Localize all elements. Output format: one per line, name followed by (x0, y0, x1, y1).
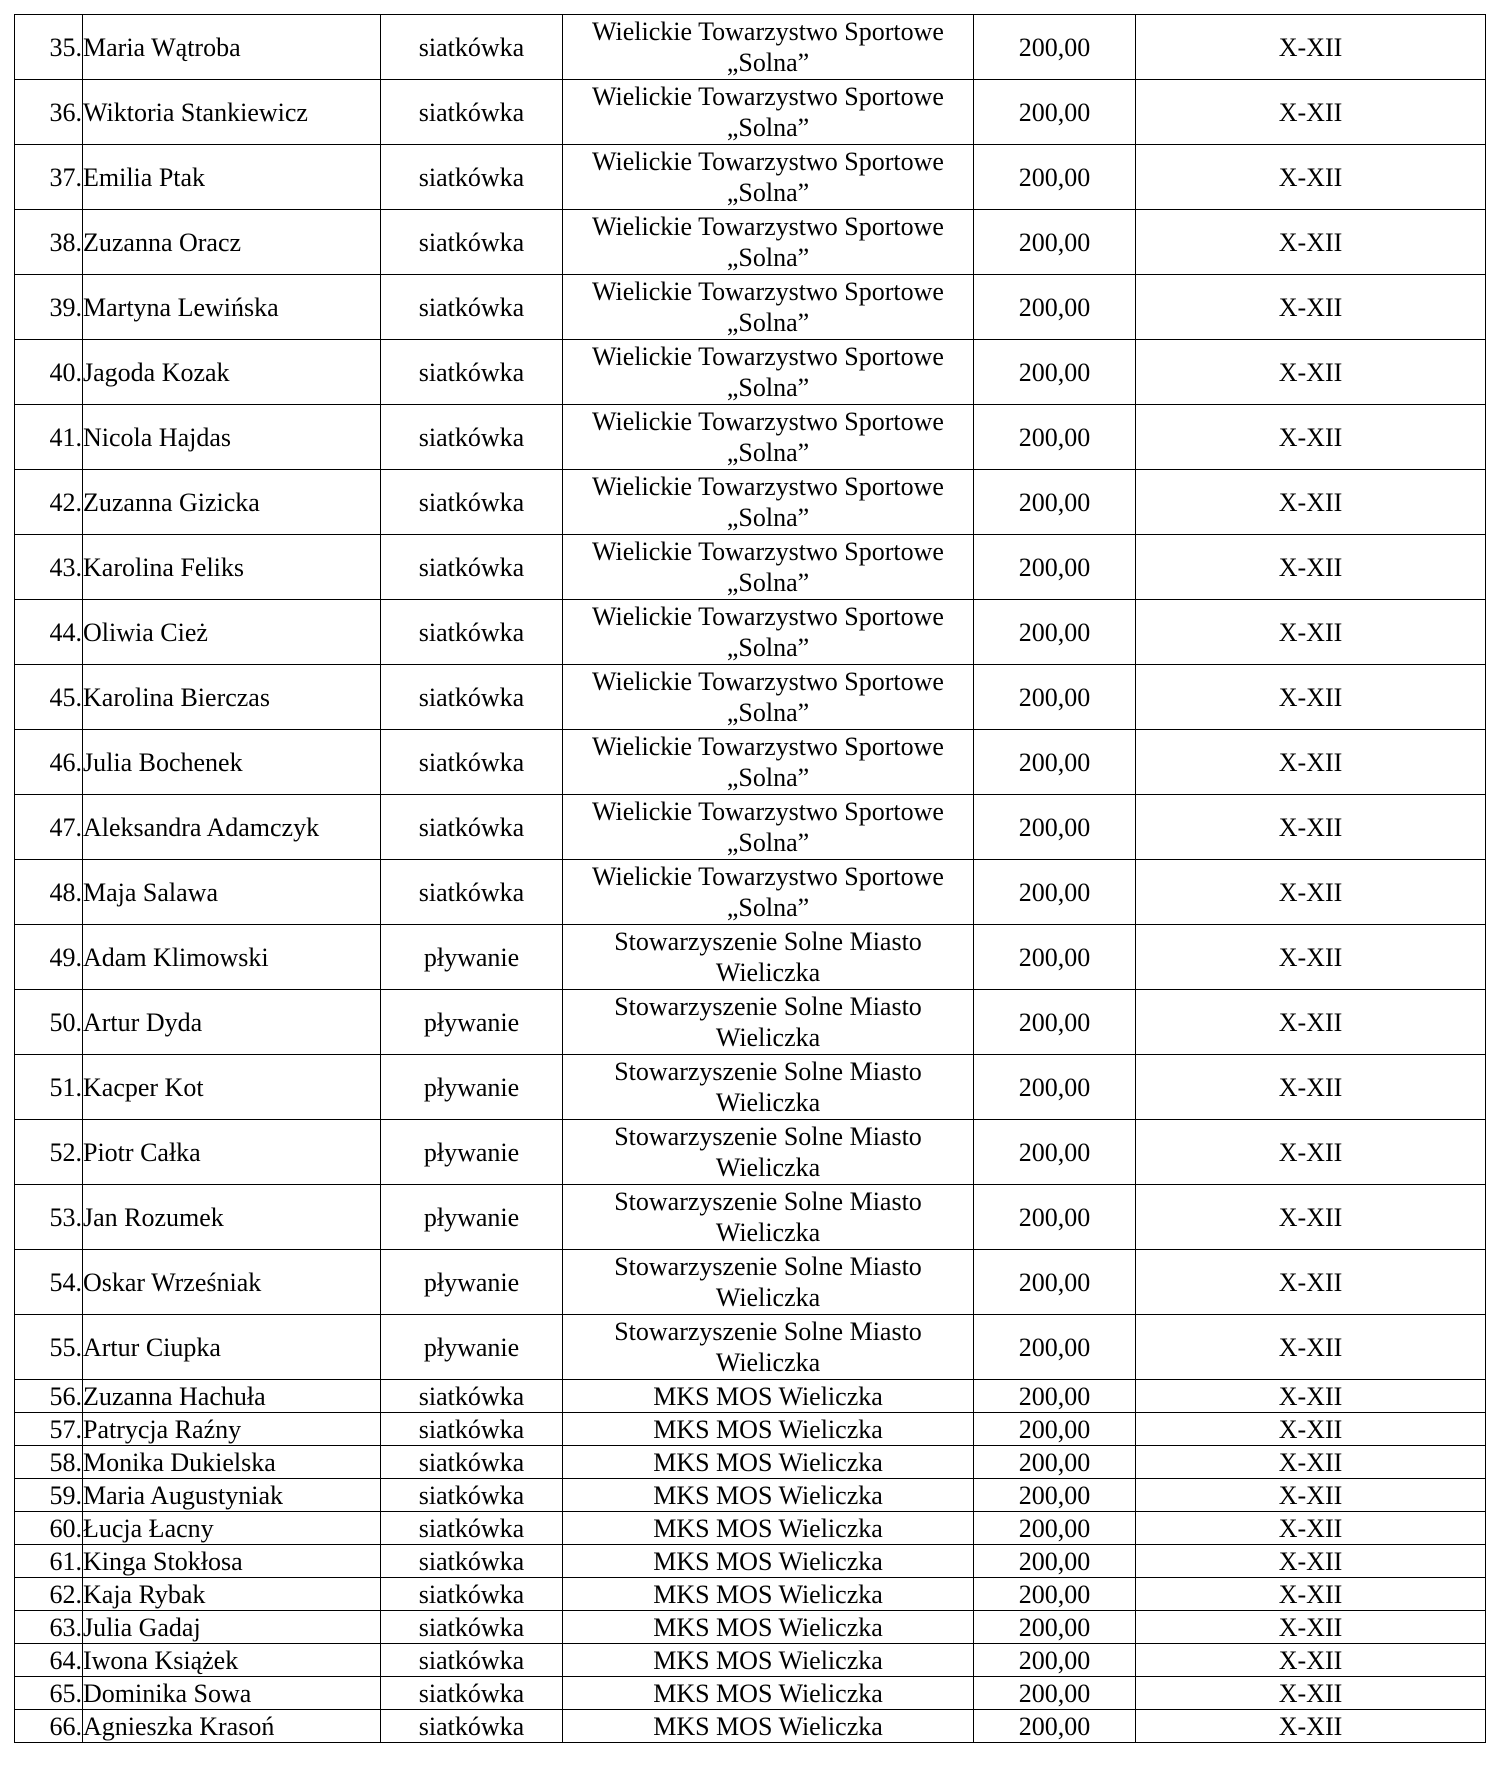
sports-club-line: MKS MOS Wieliczka (653, 1678, 883, 1708)
sport-discipline-cell: siatkówka (381, 1677, 563, 1710)
table-row (15, 990, 1486, 1055)
sports-club-cell (563, 860, 974, 925)
sport-discipline-cell: pływanie (381, 1250, 563, 1315)
sports-club-cell (563, 470, 974, 535)
sports-club-line: Stowarzyszenie Solne Miasto (614, 992, 922, 1021)
table-row (15, 1055, 1486, 1120)
sports-club-cell (563, 1545, 974, 1578)
sport-discipline-cell: siatkówka (381, 600, 563, 665)
sport-discipline-cell: pływanie (381, 1315, 563, 1380)
stipend-amount-cell: 200,00 (974, 1677, 1136, 1710)
sports-club-line: Stowarzyszenie Solne Miasto (614, 927, 922, 956)
sport-discipline-cell: pływanie (381, 1185, 563, 1250)
row-number-cell: 51. (15, 1055, 83, 1120)
sport-discipline-cell: siatkówka (381, 1512, 563, 1545)
sports-club-line: Stowarzyszenie Solne Miasto (614, 1057, 922, 1086)
sports-club-line: Wieliczka (715, 1153, 821, 1182)
stipend-period-cell: X-XII (1136, 1380, 1486, 1413)
sports-club-cell (563, 1512, 974, 1545)
stipend-period-cell: X-XII (1136, 860, 1486, 925)
sports-club-cell (563, 145, 974, 210)
sport-discipline-cell: siatkówka (381, 1446, 563, 1479)
sports-club-line: MKS MOS Wieliczka (653, 1513, 883, 1543)
stipend-period-cell: X-XII (1136, 1644, 1486, 1677)
sports-club-line: MKS MOS Wieliczka (653, 1381, 883, 1411)
sports-club-cell (563, 1413, 974, 1446)
sports-club-line: Stowarzyszenie Solne Miasto (614, 1187, 922, 1216)
table-row (15, 1315, 1486, 1380)
athlete-name-cell: Zuzanna Hachuła (83, 1380, 381, 1413)
stipend-amount-cell: 200,00 (974, 795, 1136, 860)
row-number-cell: 44. (15, 600, 83, 665)
row-number-cell: 64. (15, 1644, 83, 1677)
sports-club-line: MKS MOS Wieliczka (653, 1546, 883, 1576)
row-number-cell: 45. (15, 665, 83, 730)
sport-discipline-cell: siatkówka (381, 275, 563, 340)
table-row (15, 1479, 1486, 1512)
athlete-name-cell: Martyna Lewińska (83, 275, 381, 340)
sport-discipline-cell: siatkówka (381, 405, 563, 470)
sport-discipline-cell: siatkówka (381, 860, 563, 925)
sport-discipline-cell: siatkówka (381, 15, 563, 80)
sports-club-cell (563, 1644, 974, 1677)
stipend-amount-cell: 200,00 (974, 1380, 1136, 1413)
athlete-name-cell: Kinga Stokłosa (83, 1545, 381, 1578)
sports-club-line: Wielickie Towarzystwo Sportowe (592, 277, 944, 306)
sports-club-line: Stowarzyszenie Solne Miasto (614, 1317, 922, 1346)
sport-discipline-cell: siatkówka (381, 210, 563, 275)
sports-club-line: Wielickie Towarzystwo Sportowe (592, 212, 944, 241)
athlete-name-cell: Wiktoria Stankiewicz (83, 80, 381, 145)
sports-club-line: MKS MOS Wieliczka (653, 1645, 883, 1675)
sports-club-line: „Solna” (726, 113, 810, 142)
sport-discipline-cell: pływanie (381, 1055, 563, 1120)
row-number-cell: 38. (15, 210, 83, 275)
row-number-cell: 61. (15, 1545, 83, 1578)
athlete-name-cell: Łucja Łacny (83, 1512, 381, 1545)
table-row (15, 1446, 1486, 1479)
sports-club-line: Wieliczka (715, 1348, 821, 1377)
stipend-amount-cell: 200,00 (974, 1611, 1136, 1644)
sport-discipline-cell: siatkówka (381, 1644, 563, 1677)
row-number-cell: 43. (15, 535, 83, 600)
athlete-name-cell: Julia Bochenek (83, 730, 381, 795)
stipend-period-cell: X-XII (1136, 1315, 1486, 1380)
athlete-name-cell: Artur Ciupka (83, 1315, 381, 1380)
sports-club-line: MKS MOS Wieliczka (653, 1711, 883, 1741)
row-number-cell: 47. (15, 795, 83, 860)
row-number-cell: 54. (15, 1250, 83, 1315)
stipend-table (14, 14, 1486, 1743)
athlete-name-cell: Zuzanna Gizicka (83, 470, 381, 535)
sports-club-line: „Solna” (726, 373, 810, 402)
stipend-period-cell: X-XII (1136, 405, 1486, 470)
sport-discipline-cell: siatkówka (381, 1710, 563, 1743)
sports-club-line: MKS MOS Wieliczka (653, 1414, 883, 1444)
table-row (15, 1677, 1486, 1710)
stipend-period-cell: X-XII (1136, 730, 1486, 795)
stipend-amount-cell: 200,00 (974, 665, 1136, 730)
sports-club-line: Stowarzyszenie Solne Miasto (614, 1252, 922, 1281)
table-row (15, 1250, 1486, 1315)
sport-discipline-cell: siatkówka (381, 1413, 563, 1446)
sports-club-cell (563, 1250, 974, 1315)
row-number-cell: 39. (15, 275, 83, 340)
sport-discipline-cell: siatkówka (381, 795, 563, 860)
stipend-amount-cell: 200,00 (974, 860, 1136, 925)
sports-club-line: „Solna” (726, 763, 810, 792)
stipend-amount-cell: 200,00 (974, 340, 1136, 405)
sports-club-line: Wielickie Towarzystwo Sportowe (592, 537, 944, 566)
sports-club-cell (563, 15, 974, 80)
sports-club-line: Wielickie Towarzystwo Sportowe (592, 82, 944, 111)
sport-discipline-cell: siatkówka (381, 145, 563, 210)
sport-discipline-cell: siatkówka (381, 730, 563, 795)
table-row (15, 15, 1486, 80)
stipend-amount-cell: 200,00 (974, 1512, 1136, 1545)
sports-club-line: Wielickie Towarzystwo Sportowe (592, 862, 944, 891)
stipend-period-cell: X-XII (1136, 1611, 1486, 1644)
sports-club-cell (563, 1120, 974, 1185)
sports-club-cell (563, 210, 974, 275)
athlete-name-cell: Jan Rozumek (83, 1185, 381, 1250)
athlete-name-cell: Piotr Całka (83, 1120, 381, 1185)
sports-club-line: Wieliczka (715, 958, 821, 987)
sport-discipline-cell: siatkówka (381, 1611, 563, 1644)
sports-club-cell (563, 1479, 974, 1512)
stipend-period-cell: X-XII (1136, 1446, 1486, 1479)
table-row (15, 340, 1486, 405)
stipend-amount-cell: 200,00 (974, 535, 1136, 600)
sports-club-line: „Solna” (726, 243, 810, 272)
athlete-name-cell: Patrycja Raźny (83, 1413, 381, 1446)
athlete-name-cell: Maria Augustyniak (83, 1479, 381, 1512)
sport-discipline-cell: siatkówka (381, 535, 563, 600)
sports-club-cell (563, 730, 974, 795)
sport-discipline-cell: siatkówka (381, 1545, 563, 1578)
sports-club-line: „Solna” (726, 893, 810, 922)
table-row (15, 405, 1486, 470)
stipend-amount-cell: 200,00 (974, 1185, 1136, 1250)
sports-club-cell (563, 990, 974, 1055)
sports-club-line: Wielickie Towarzystwo Sportowe (592, 17, 944, 46)
stipend-amount-cell: 200,00 (974, 80, 1136, 145)
table-row (15, 1185, 1486, 1250)
row-number-cell: 49. (15, 925, 83, 990)
stipend-amount-cell: 200,00 (974, 1479, 1136, 1512)
row-number-cell: 65. (15, 1677, 83, 1710)
row-number-cell: 40. (15, 340, 83, 405)
stipend-amount-cell: 200,00 (974, 275, 1136, 340)
table-row (15, 145, 1486, 210)
sports-club-line: Wieliczka (715, 1218, 821, 1247)
stipend-amount-cell: 200,00 (974, 1545, 1136, 1578)
row-number-cell: 63. (15, 1611, 83, 1644)
sports-club-cell (563, 1380, 974, 1413)
athlete-name-cell: Dominika Sowa (83, 1677, 381, 1710)
table-row (15, 1578, 1486, 1611)
sports-club-line: Wieliczka (715, 1283, 821, 1312)
sports-club-cell (563, 535, 974, 600)
table-row (15, 1644, 1486, 1677)
stipend-amount-cell: 200,00 (974, 15, 1136, 80)
sports-club-cell (563, 1446, 974, 1479)
athlete-name-cell: Oliwia Cież (83, 600, 381, 665)
stipend-period-cell: X-XII (1136, 1578, 1486, 1611)
sports-club-line: „Solna” (726, 178, 810, 207)
sports-club-cell (563, 405, 974, 470)
table-row (15, 925, 1486, 990)
table-row (15, 795, 1486, 860)
athlete-name-cell: Zuzanna Oracz (83, 210, 381, 275)
sports-club-line: Wielickie Towarzystwo Sportowe (592, 797, 944, 826)
table-row (15, 470, 1486, 535)
athlete-name-cell: Emilia Ptak (83, 145, 381, 210)
sports-club-line: „Solna” (726, 308, 810, 337)
athlete-name-cell: Iwona Książek (83, 1644, 381, 1677)
stipend-period-cell: X-XII (1136, 1545, 1486, 1578)
table-row (15, 665, 1486, 730)
athlete-name-cell: Kaja Rybak (83, 1578, 381, 1611)
sports-club-line: „Solna” (726, 48, 810, 77)
stipend-amount-cell: 200,00 (974, 1710, 1136, 1743)
athlete-name-cell: Agnieszka Krasoń (83, 1710, 381, 1743)
stipend-amount-cell: 200,00 (974, 730, 1136, 795)
table-row (15, 1512, 1486, 1545)
sports-club-line: Wieliczka (715, 1023, 821, 1052)
athlete-name-cell: Monika Dukielska (83, 1446, 381, 1479)
athlete-name-cell: Artur Dyda (83, 990, 381, 1055)
sports-club-cell (563, 1315, 974, 1380)
table-row (15, 1380, 1486, 1413)
athlete-name-cell: Jagoda Kozak (83, 340, 381, 405)
row-number-cell: 52. (15, 1120, 83, 1185)
stipend-period-cell: X-XII (1136, 210, 1486, 275)
row-number-cell: 36. (15, 80, 83, 145)
stipend-amount-cell: 200,00 (974, 925, 1136, 990)
stipend-period-cell: X-XII (1136, 15, 1486, 80)
row-number-cell: 59. (15, 1479, 83, 1512)
row-number-cell: 58. (15, 1446, 83, 1479)
stipend-amount-cell: 200,00 (974, 470, 1136, 535)
table-row (15, 535, 1486, 600)
stipend-amount-cell: 200,00 (974, 1446, 1136, 1479)
row-number-cell: 35. (15, 15, 83, 80)
sports-club-line: Wielickie Towarzystwo Sportowe (592, 407, 944, 436)
stipend-amount-cell: 200,00 (974, 1055, 1136, 1120)
stipend-period-cell: X-XII (1136, 1710, 1486, 1743)
athlete-name-cell: Maria Wątroba (83, 15, 381, 80)
sport-discipline-cell: siatkówka (381, 340, 563, 405)
stipend-period-cell: X-XII (1136, 795, 1486, 860)
sport-discipline-cell: siatkówka (381, 1380, 563, 1413)
athlete-name-cell: Oskar Wrześniak (83, 1250, 381, 1315)
stipend-amount-cell: 200,00 (974, 405, 1136, 470)
sports-club-cell (563, 1611, 974, 1644)
sports-club-cell (563, 1185, 974, 1250)
sports-club-line: Wielickie Towarzystwo Sportowe (592, 472, 944, 501)
row-number-cell: 48. (15, 860, 83, 925)
stipend-period-cell: X-XII (1136, 1185, 1486, 1250)
sports-club-line: MKS MOS Wieliczka (653, 1480, 883, 1510)
sports-club-line: „Solna” (726, 503, 810, 532)
sport-discipline-cell: pływanie (381, 990, 563, 1055)
athlete-name-cell: Adam Klimowski (83, 925, 381, 990)
sports-club-cell (563, 600, 974, 665)
sports-club-cell (563, 340, 974, 405)
sports-club-cell (563, 1578, 974, 1611)
table-row (15, 860, 1486, 925)
table-row (15, 1545, 1486, 1578)
sports-club-line: „Solna” (726, 828, 810, 857)
stipend-period-cell: X-XII (1136, 600, 1486, 665)
table-row (15, 210, 1486, 275)
stipend-amount-cell: 200,00 (974, 990, 1136, 1055)
athlete-name-cell: Maja Salawa (83, 860, 381, 925)
athlete-name-cell: Karolina Feliks (83, 535, 381, 600)
sports-club-cell (563, 1677, 974, 1710)
stipend-period-cell: X-XII (1136, 1677, 1486, 1710)
stipend-amount-cell: 200,00 (974, 600, 1136, 665)
sports-club-cell (563, 80, 974, 145)
stipend-amount-cell: 200,00 (974, 1120, 1136, 1185)
stipend-period-cell: X-XII (1136, 1250, 1486, 1315)
row-number-cell: 46. (15, 730, 83, 795)
sport-discipline-cell: siatkówka (381, 1479, 563, 1512)
table-row (15, 275, 1486, 340)
table-row (15, 600, 1486, 665)
sport-discipline-cell: pływanie (381, 1120, 563, 1185)
stipend-period-cell: X-XII (1136, 535, 1486, 600)
table-row (15, 730, 1486, 795)
sport-discipline-cell: siatkówka (381, 470, 563, 535)
athlete-name-cell: Julia Gadaj (83, 1611, 381, 1644)
stipend-amount-cell: 200,00 (974, 1578, 1136, 1611)
row-number-cell: 66. (15, 1710, 83, 1743)
sport-discipline-cell: siatkówka (381, 1578, 563, 1611)
sports-club-cell (563, 925, 974, 990)
sports-club-line: „Solna” (726, 438, 810, 467)
stipend-period-cell: X-XII (1136, 145, 1486, 210)
stipend-amount-cell: 200,00 (974, 1250, 1136, 1315)
stipend-amount-cell: 200,00 (974, 145, 1136, 210)
table-row (15, 1710, 1486, 1743)
athlete-name-cell: Karolina Bierczas (83, 665, 381, 730)
sports-club-line: Stowarzyszenie Solne Miasto (614, 1122, 922, 1151)
table-body (15, 15, 1486, 1743)
sports-club-cell (563, 795, 974, 860)
sports-club-line: „Solna” (726, 568, 810, 597)
athlete-name-cell: Kacper Kot (83, 1055, 381, 1120)
table-row (15, 1611, 1486, 1644)
table-row (15, 1413, 1486, 1446)
row-number-cell: 50. (15, 990, 83, 1055)
sports-club-cell (563, 1710, 974, 1743)
stipend-amount-cell: 200,00 (974, 1413, 1136, 1446)
row-number-cell: 56. (15, 1380, 83, 1413)
row-number-cell: 60. (15, 1512, 83, 1545)
row-number-cell: 57. (15, 1413, 83, 1446)
sport-discipline-cell: siatkówka (381, 80, 563, 145)
stipend-period-cell: X-XII (1136, 275, 1486, 340)
stipend-amount-cell: 200,00 (974, 210, 1136, 275)
row-number-cell: 37. (15, 145, 83, 210)
sports-club-line: Wieliczka (715, 1088, 821, 1117)
athlete-name-cell: Nicola Hajdas (83, 405, 381, 470)
athlete-name-cell: Aleksandra Adamczyk (83, 795, 381, 860)
stipend-period-cell: X-XII (1136, 925, 1486, 990)
sport-discipline-cell: pływanie (381, 925, 563, 990)
stipend-period-cell: X-XII (1136, 1055, 1486, 1120)
row-number-cell: 42. (15, 470, 83, 535)
stipend-amount-cell: 200,00 (974, 1644, 1136, 1677)
stipend-period-cell: X-XII (1136, 990, 1486, 1055)
sports-club-line: „Solna” (726, 698, 810, 727)
sports-club-line: MKS MOS Wieliczka (653, 1612, 883, 1642)
table-row (15, 1120, 1486, 1185)
sports-club-line: „Solna” (726, 633, 810, 662)
sports-club-line: Wielickie Towarzystwo Sportowe (592, 602, 944, 631)
stipend-period-cell: X-XII (1136, 340, 1486, 405)
stipend-period-cell: X-XII (1136, 80, 1486, 145)
stipend-period-cell: X-XII (1136, 470, 1486, 535)
row-number-cell: 53. (15, 1185, 83, 1250)
stipend-period-cell: X-XII (1136, 1413, 1486, 1446)
stipend-amount-cell: 200,00 (974, 1315, 1136, 1380)
sports-club-line: Wielickie Towarzystwo Sportowe (592, 732, 944, 761)
table-row (15, 80, 1486, 145)
sports-club-line: Wielickie Towarzystwo Sportowe (592, 147, 944, 176)
stipend-period-cell: X-XII (1136, 1479, 1486, 1512)
sports-club-cell (563, 665, 974, 730)
sports-club-cell (563, 275, 974, 340)
sport-discipline-cell: siatkówka (381, 665, 563, 730)
sports-club-line: Wielickie Towarzystwo Sportowe (592, 667, 944, 696)
sports-club-line: MKS MOS Wieliczka (653, 1579, 883, 1609)
row-number-cell: 41. (15, 405, 83, 470)
stipend-period-cell: X-XII (1136, 665, 1486, 730)
stipend-period-cell: X-XII (1136, 1120, 1486, 1185)
row-number-cell: 62. (15, 1578, 83, 1611)
row-number-cell: 55. (15, 1315, 83, 1380)
sports-club-cell (563, 1055, 974, 1120)
stipend-period-cell: X-XII (1136, 1512, 1486, 1545)
sports-club-line: MKS MOS Wieliczka (653, 1447, 883, 1477)
sports-club-line: Wielickie Towarzystwo Sportowe (592, 342, 944, 371)
